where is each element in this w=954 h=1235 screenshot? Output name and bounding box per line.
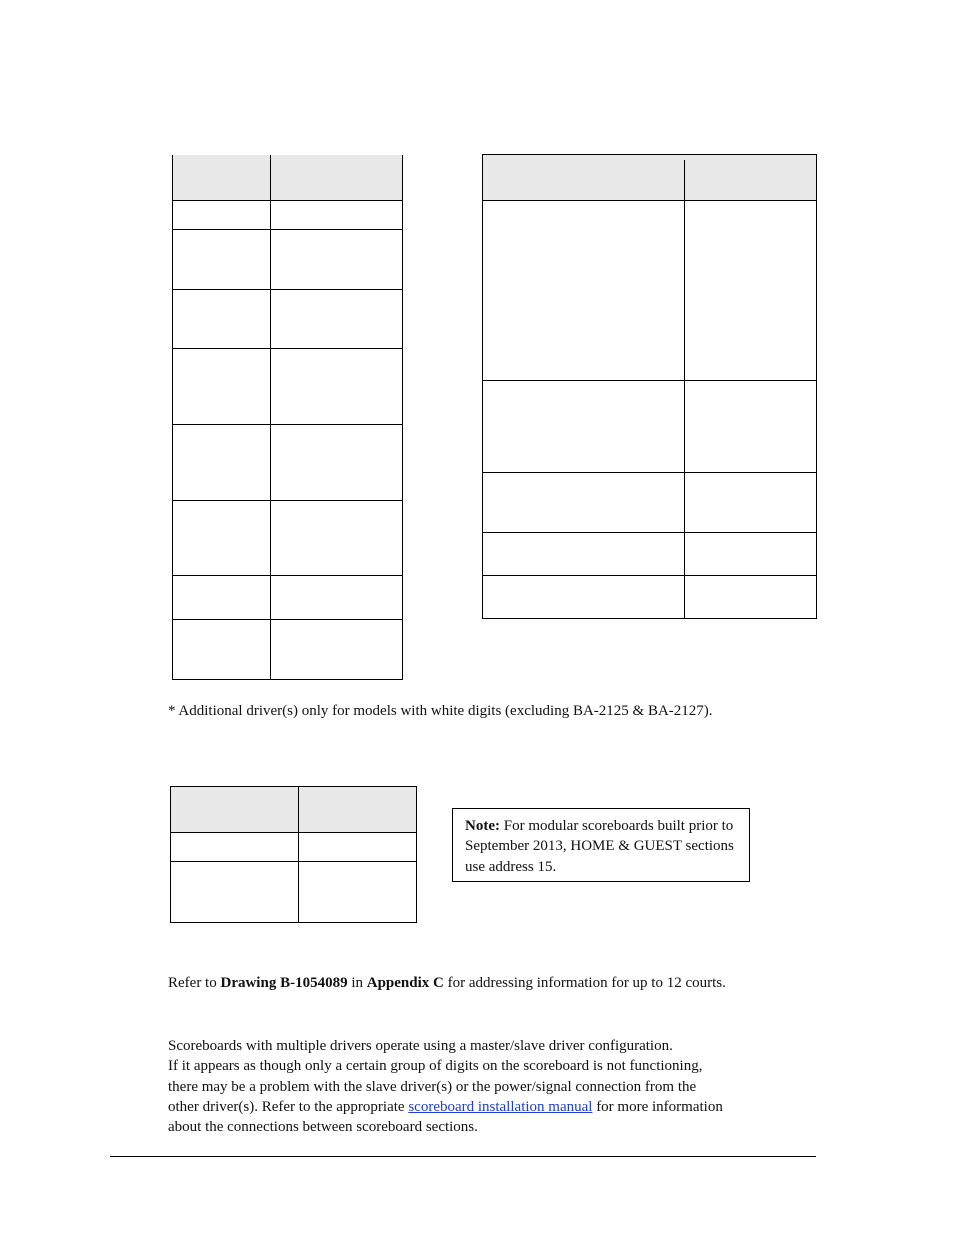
drawing-reference: Drawing B-1054089 — [220, 975, 348, 991]
body-line: there may be a problem with the slave driver(s) or the power/signal connection from the — [168, 1078, 697, 1095]
table-border — [170, 786, 417, 787]
note-label: Note: — [465, 818, 500, 834]
table-header — [170, 787, 417, 832]
table-border — [402, 155, 403, 680]
body-line-pre: other driver(s). Refer to the appropriate — [168, 1098, 409, 1115]
table-border — [172, 679, 403, 680]
table-border — [684, 160, 685, 619]
table-row-divider — [172, 229, 403, 230]
table-row-divider — [482, 472, 817, 473]
table-row-divider — [170, 861, 417, 862]
refer-paragraph — [168, 973, 726, 993]
installation-manual-link[interactable]: scoreboard installation manual — [408, 1098, 593, 1115]
table-border — [816, 155, 817, 619]
table-border — [482, 618, 817, 619]
table-row-divider — [482, 575, 817, 576]
note-text: For modular scoreboards built prior to September 2013, HOME & GUEST sections use address 15. — [465, 818, 734, 875]
table-row-divider — [482, 532, 817, 533]
table-row-divider — [172, 289, 403, 290]
table-row-divider — [482, 200, 817, 201]
footnote: * Additional driver(s) only for models with white digits (excluding BA-2125 & BA-2127). — [168, 703, 713, 719]
table-row-divider — [172, 348, 403, 349]
table-row-divider — [170, 832, 417, 833]
table-row-divider — [172, 619, 403, 620]
refer-mid: in — [347, 975, 367, 991]
table-header — [482, 155, 817, 200]
table-row-divider — [172, 424, 403, 425]
table-border — [170, 787, 171, 923]
body-line: Scoreboards with multiple drivers operate using a master/slave driver configuration. — [168, 1038, 673, 1054]
note-box — [452, 808, 750, 882]
table-row-divider — [172, 575, 403, 576]
table-border — [482, 155, 483, 619]
table-row-divider — [172, 200, 403, 201]
body-line-post: for more information — [592, 1098, 723, 1115]
table-border — [298, 787, 299, 923]
refer-pre: Refer to — [168, 975, 221, 991]
table-row-divider — [172, 500, 403, 501]
table-border — [482, 154, 817, 155]
table-border — [170, 922, 417, 923]
refer-post: for addressing information for up to 12 courts. — [443, 975, 726, 991]
table-header — [172, 155, 403, 200]
body-line: If it appears as though only a certain group of digits on the scoreboard is not functioning, — [168, 1058, 703, 1075]
footer-rule — [110, 1156, 816, 1157]
table-border — [172, 155, 173, 680]
body-paragraph — [168, 1036, 723, 1137]
body-line: about the connections between scoreboard sections. — [168, 1119, 478, 1136]
table-border — [416, 787, 417, 923]
table-row-divider — [482, 380, 817, 381]
body-line — [168, 1097, 723, 1117]
appendix-reference: Appendix C — [366, 975, 444, 991]
table-border — [270, 155, 271, 680]
